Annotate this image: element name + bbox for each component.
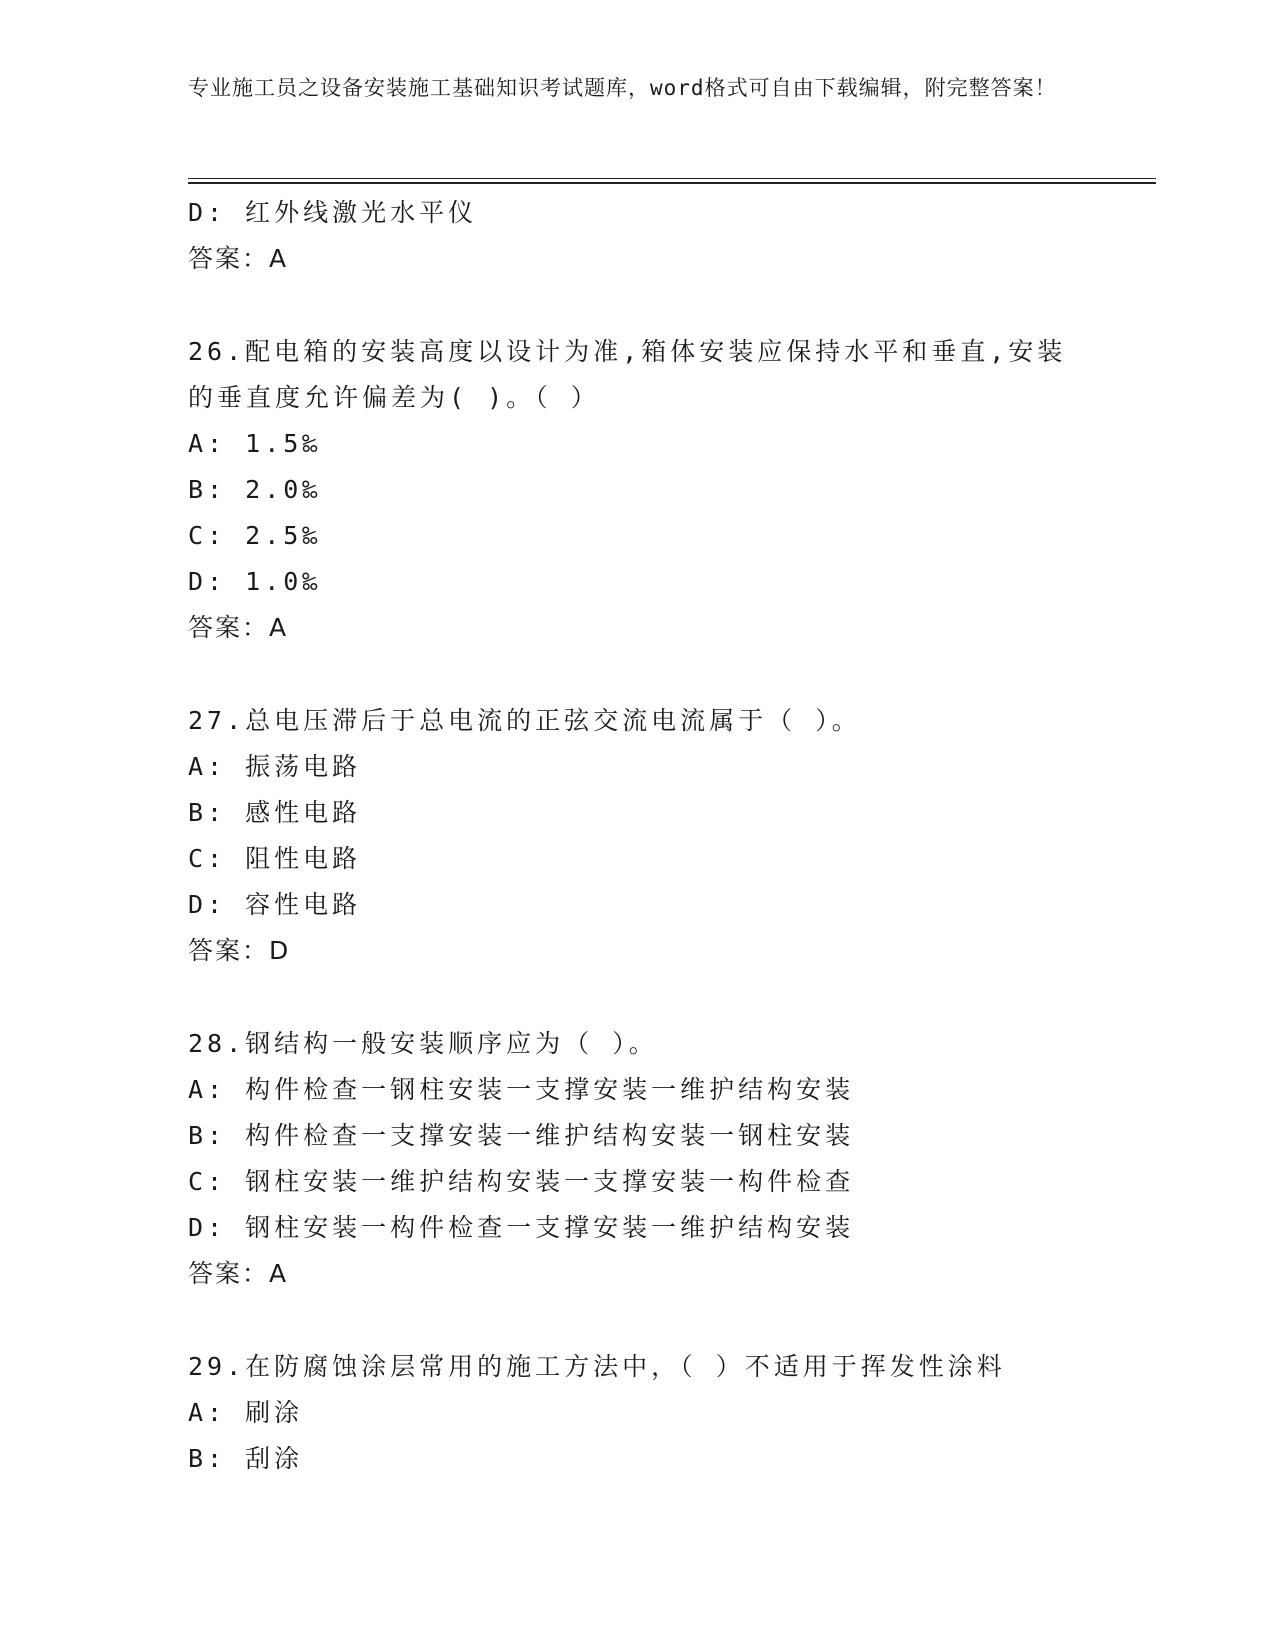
option-b: B: 构件检查一支撑安装一维护结构安装一钢柱安装 (188, 1121, 855, 1150)
document-header (188, 72, 1068, 104)
option-d: D: 容性电路 (188, 890, 362, 919)
option-d: D: 1.0‰ (188, 567, 322, 596)
option-a: A: 构件检查一钢柱安装一支撑安装一维护结构安装 (188, 1075, 855, 1104)
header-divider-thick (188, 182, 1156, 184)
option-a: A: 刷涂 (188, 1398, 304, 1427)
question-stem: 28.钢结构一般安装顺序应为（ ）。 (188, 1029, 658, 1058)
question-list (188, 190, 1088, 1482)
spacer (188, 651, 1088, 698)
spacer (188, 974, 1088, 1021)
option-d: D: 红外线激光水平仪 (188, 198, 478, 227)
option-c: C: 阻性电路 (188, 844, 362, 873)
spacer (188, 1297, 1088, 1344)
option-c: C: 2.5‰ (188, 521, 322, 550)
option-c: C: 钢柱安装一维护结构安装一支撑安装一构件检查 (188, 1167, 855, 1196)
option-d: D: 钢柱安装一构件检查一支撑安装一维护结构安装 (188, 1213, 855, 1242)
header-divider-thin (188, 178, 1156, 179)
option-b: B: 感性电路 (188, 798, 362, 827)
option-a: A: 1.5‰ (188, 429, 322, 458)
answer-line: 答案：D (188, 936, 291, 965)
answer-line: 答案：A (188, 1259, 289, 1288)
answer-line: 答案：A (188, 244, 289, 273)
spacer (188, 282, 1088, 329)
option-b: B: 刮涂 (188, 1444, 304, 1473)
question-stem: 27.总电压滞后于总电流的正弦交流电流属于（ ）。 (188, 706, 861, 735)
question-stem: 26.配电箱的安装高度以设计为准,箱体安装应保持水平和垂直,安装的垂直度允许偏差为( )。（ ） (188, 337, 1067, 412)
question-stem: 29.在防腐蚀涂层常用的施工方法中，（ ）不适用于挥发性涂料 (188, 1352, 1006, 1381)
option-a: A: 振荡电路 (188, 752, 362, 781)
answer-line: 答案：A (188, 613, 289, 642)
option-b: B: 2.0‰ (188, 475, 322, 504)
header-title: 专业施工员之设备安装施工基础知识考试题库，word格式可自由下载编辑，附完整答案！ (188, 76, 1057, 100)
